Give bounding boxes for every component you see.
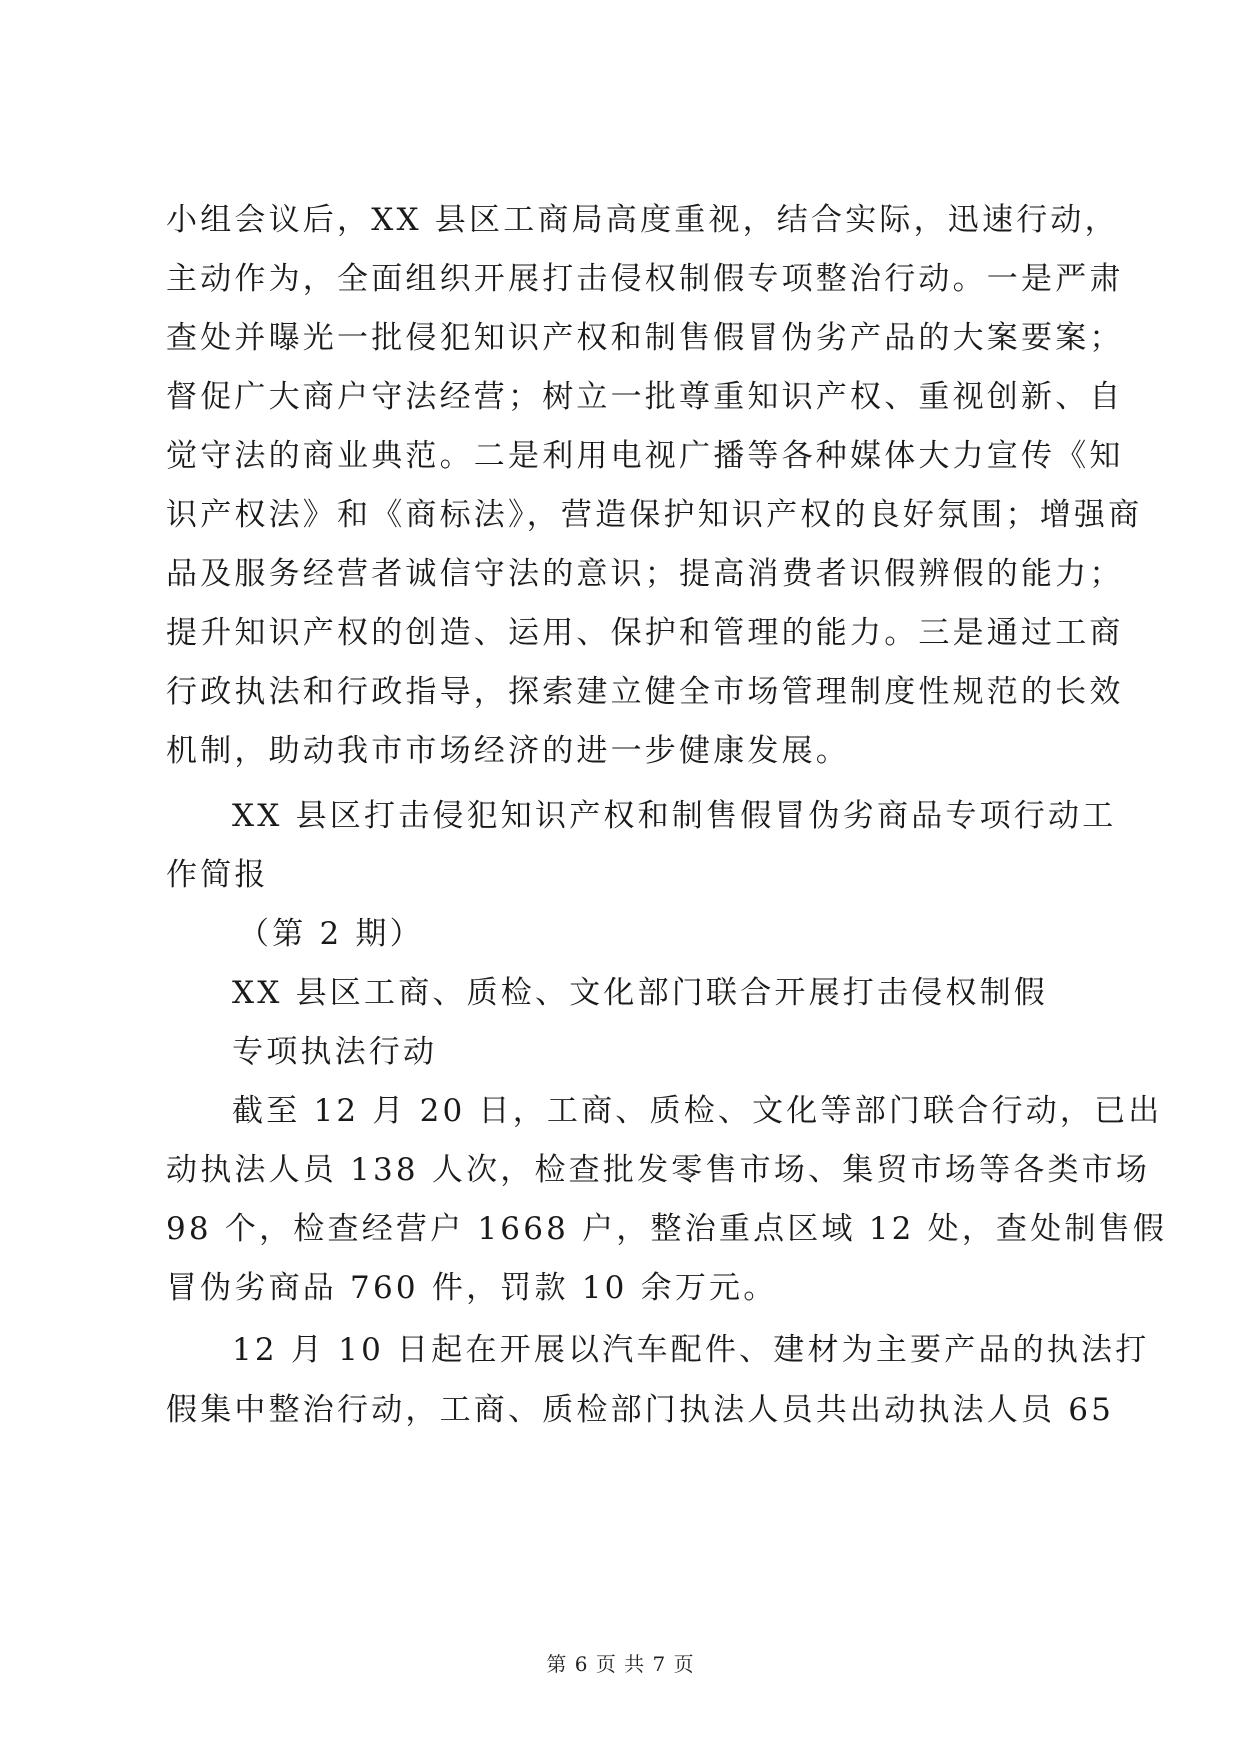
bulletin-title-line: 作简报 [166, 857, 269, 893]
body-line: 提升知识产权的创造、运用、保护和管理的能力。三是通过工商 [166, 615, 1124, 651]
body-line: 截至 12 月 20 日，工商、质检、文化等部门联合行动，已出 [232, 1093, 1163, 1129]
body-line: 主动作为，全面组织开展打击侵权制假专项整治行动。一是严肃 [166, 261, 1124, 297]
body-line: 识产权法》和《商标法》，营造保护知识产权的良好氛围；增强商 [166, 497, 1143, 533]
body-line: 98 个，检查经营户 1668 户，整治重点区域 12 处，查处制售假 [166, 1211, 1168, 1247]
bulletin-title-line: XX 县区打击侵犯知识产权和制售假冒伪劣商品专项行动工 [232, 798, 1117, 834]
body-line: 查处并曝光一批侵犯知识产权和制售假冒伪劣产品的大案要案； [166, 320, 1124, 356]
issue-number: （第 2 期） [238, 916, 424, 952]
page-number-footer: 第 6 页 共 7 页 [546, 1652, 695, 1676]
body-line: 品及服务经营者诚信守法的意识；提高消费者识假辨假的能力； [166, 556, 1124, 592]
headline-line: 专项执法行动 [232, 1034, 438, 1070]
body-line: 小组会议后，XX 县区工商局高度重视，结合实际，迅速行动， [166, 202, 1119, 238]
body-line: 行政执法和行政指导，探索建立健全市场管理制度性规范的长效 [166, 674, 1124, 710]
body-line: 觉守法的商业典范。二是利用电视广播等各种媒体大力宣传《知 [166, 438, 1124, 474]
body-line: 假集中整治行动，工商、质检部门执法人员共出动执法人员 65 [166, 1392, 1115, 1428]
body-line: 督促广大商户守法经营；树立一批尊重知识产权、重视创新、自 [166, 379, 1124, 415]
headline-line: XX 县区工商、质检、文化部门联合开展打击侵权制假 [232, 975, 1048, 1011]
body-line: 12 月 10 日起在开展以汽车配件、建材为主要产品的执法打 [232, 1332, 1150, 1368]
body-line: 冒伪劣商品 760 件，罚款 10 余万元。 [166, 1270, 778, 1306]
body-line: 机制，助动我市市场经济的进一步健康发展。 [166, 733, 850, 769]
body-line: 动执法人员 138 人次，检查批发零售市场、集贸市场等各类市场 [166, 1152, 1151, 1188]
